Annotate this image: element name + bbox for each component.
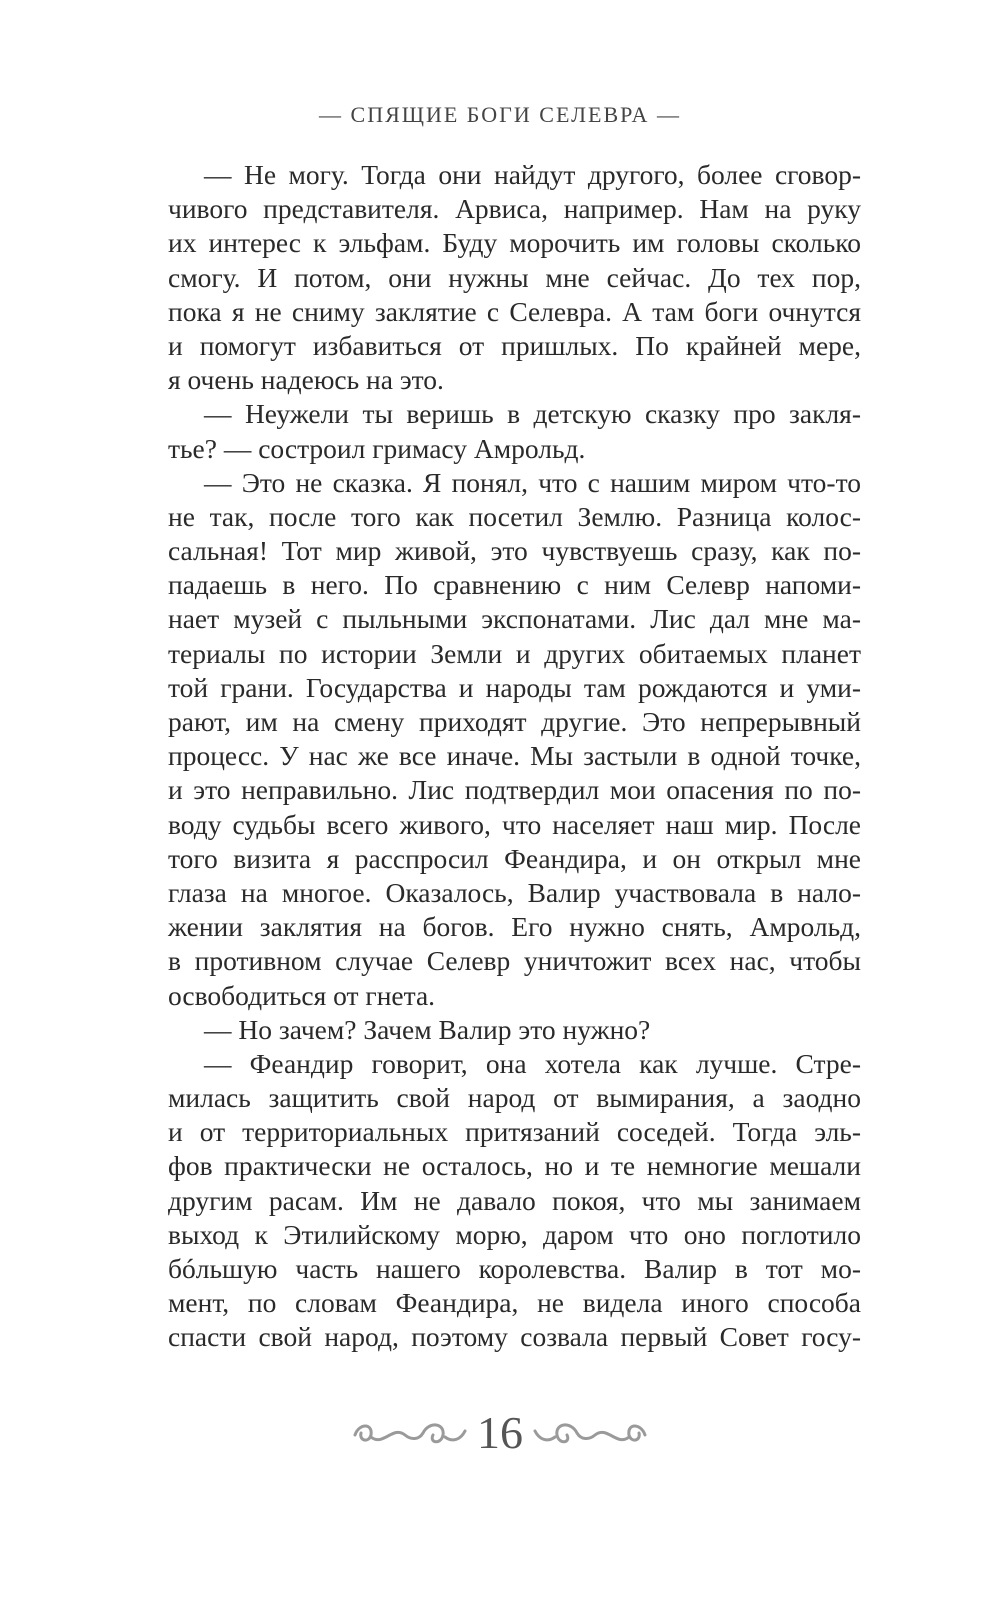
text-line: той грани. Государства и народы там рождаются и уми- [168, 671, 861, 703]
right-flourish-icon [531, 1413, 651, 1453]
text-line: того визита я расспросил Феандира, и он открыл мне [168, 842, 861, 874]
text-line: воду судьбы всего живого, что населяет наш мир. После [168, 808, 861, 840]
text-line: падаешь в него. По сравнению с ним Селевр напоми- [168, 569, 861, 601]
text-line: рают, им на смену приходят другие. Это непрерывный [168, 706, 861, 737]
text-line: выход к Этилийскому морю, даром что оно поглотило [168, 1218, 861, 1250]
text-line: другим расам. Им не давало покоя, что мы занимаем [168, 1184, 861, 1216]
text-line: спасти свой народ, поэтому созвала первый Совет госу- [168, 1321, 861, 1353]
text-line: тье? — состроил гримасу Амрольд. [168, 432, 586, 464]
text-line: чивого представителя. Арвиса, например. Нам на руку [168, 193, 861, 225]
left-flourish-icon [349, 1413, 469, 1453]
page-number: 16 [477, 1407, 523, 1458]
page-footer [0, 1398, 1000, 1468]
running-header: — СПЯЩИЕ БОГИ СЕЛЕВРА — [319, 102, 681, 127]
text-line: териалы по истории Земли и других обитаемых планет [168, 637, 861, 669]
text-line: бóльшую часть нашего королевства. Валир в тот мо- [168, 1253, 861, 1284]
text-line: — Это не сказка. Я понял, что с нашим миром что-то [204, 466, 861, 498]
text-line: процесс. У нас же все иначе. Мы застыли в одной точке, [168, 740, 861, 772]
body-text [168, 158, 861, 1355]
text-line: милась защитить свой народ от вымирания, а заодно [168, 1082, 861, 1114]
text-line: нает музей с пыльными экспонатами. Лис дал мне ма- [168, 603, 861, 635]
text-line: жении заклятия на богов. Его нужно снять, Амрольд, [168, 911, 861, 943]
text-line: и помогут избавиться от пришлых. По крайней мере, [168, 329, 861, 361]
text-line: — Феандир говорит, она хотела как лучше. Стре- [204, 1047, 861, 1079]
text-line: в противном случае Селевр уничтожит всех нас, чтобы [168, 945, 861, 977]
text-line: и от территориальных притязаний соседей. Тогда эль- [168, 1116, 861, 1148]
text-line: мент, по словам Феандира, не видела иного способа [168, 1287, 861, 1319]
text-line: — Неужели ты веришь в детскую сказку про закля- [204, 398, 861, 430]
text-line: их интерес к эльфам. Буду морочить им головы сколько [168, 227, 861, 259]
text-line: глаза на многое. Оказалось, Валир участвовала в нало- [168, 876, 861, 908]
text-line: сальная! Тот мир живой, это чувствуешь сразу, как по- [168, 535, 861, 567]
text-line: — Не могу. Тогда они найдут другого, более сговор- [204, 159, 861, 190]
text-line: освободиться от гнета. [168, 979, 436, 1011]
text-line: смогу. И потом, они нужны мне сейчас. До тех пор, [168, 261, 861, 293]
text-line: — Но зачем? Зачем Валир это нужно? [204, 1013, 651, 1045]
text-line: фов практически не осталось, но и те немногие мешали [168, 1150, 861, 1182]
text-line: пока я не сниму заклятие с Селевра. А там боги очнутся [168, 295, 861, 327]
text-line: не так, после того как посетил Землю. Разница колос- [168, 500, 861, 532]
text-line: и это неправильно. Лис подтвердил мои опасения по по- [168, 774, 861, 806]
text-line: я очень надеюсь на это. [168, 364, 444, 396]
